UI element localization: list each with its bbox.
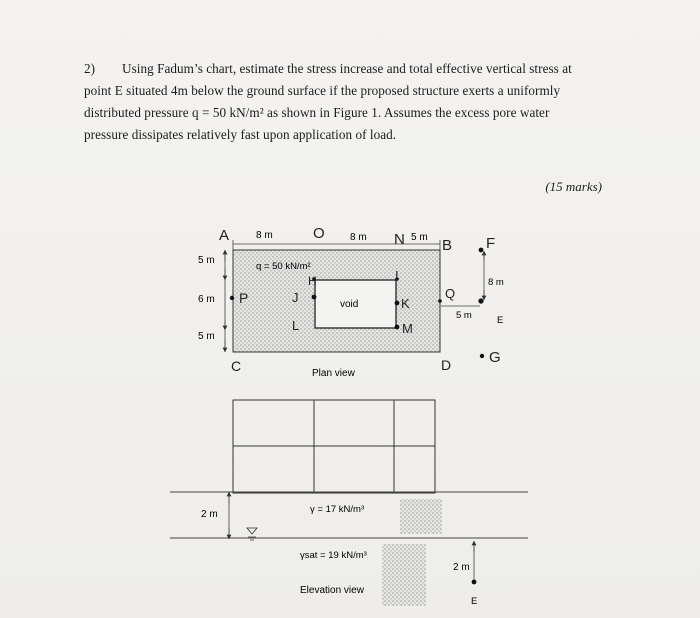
question-line-3: distributed pressure q = 50 kN/m² as shown in Figure 1. Assumes the excess pore water — [84, 105, 550, 120]
point-e-elevation-label: E — [471, 596, 478, 607]
point-k — [395, 301, 400, 306]
question-line-1: Using Fadum’s chart, estimate the stress increase and total effective vertical stress at — [122, 61, 572, 76]
question-number: 2) — [84, 61, 96, 76]
dim-left-3: 5 m — [198, 331, 215, 342]
dim-top-right: 5 m — [411, 232, 428, 243]
elevation-view-label: Elevation view — [300, 585, 364, 596]
void-label: void — [340, 299, 359, 310]
dim-top-left: 8 m — [256, 230, 273, 241]
dim-top-mid: 8 m — [350, 232, 367, 243]
marks-label: (15 marks) — [545, 179, 602, 194]
hand-k: K — [401, 296, 410, 311]
dim-q-e: 5 m — [456, 310, 472, 321]
gamma-sat-label: γsat = 19 kN/m³ — [300, 550, 367, 561]
water-table-icon — [247, 528, 257, 534]
gamma-label: γ = 17 kN/m³ — [310, 504, 365, 515]
point-g — [480, 354, 484, 358]
hand-p: P — [239, 290, 249, 306]
question-line-4: pressure dissipates relatively fast upon application of load. — [84, 127, 397, 142]
point-f — [479, 248, 484, 253]
hand-m: M — [402, 321, 413, 336]
hand-h: H — [308, 274, 317, 288]
dim-left-1: 5 m — [198, 255, 215, 266]
hand-j: J — [292, 290, 299, 305]
point-j — [312, 295, 317, 300]
point-q — [438, 299, 442, 303]
hand-n: N — [394, 231, 405, 248]
footing-block — [400, 499, 442, 534]
point-e — [478, 298, 483, 303]
point-m — [395, 325, 400, 330]
dim-left-2: 6 m — [198, 294, 215, 305]
hand-o: O — [313, 225, 325, 242]
point-p — [230, 296, 234, 300]
hand-a: A — [219, 227, 230, 244]
void-column — [382, 544, 426, 606]
dim-e: 2 m — [453, 562, 470, 573]
hand-g: G — [489, 349, 501, 366]
hand-i: I — [395, 268, 399, 283]
hand-c: C — [231, 358, 242, 374]
dim-f-e: 8 m — [488, 277, 504, 288]
hand-q: Q — [445, 286, 456, 301]
point-e-label: E — [497, 315, 504, 326]
point-e-elevation — [472, 580, 477, 585]
load-label: q = 50 kN/m² — [256, 261, 311, 272]
question-line-2: point E situated 4m below the ground surface if the proposed structure exerts a uniformly — [84, 83, 561, 98]
plan-view-label: Plan view — [312, 368, 355, 379]
hand-d: D — [441, 357, 452, 373]
hand-f: F — [486, 235, 496, 252]
dim-depth: 2 m — [201, 509, 218, 520]
hand-l: L — [292, 318, 300, 333]
hand-b: B — [442, 237, 453, 254]
